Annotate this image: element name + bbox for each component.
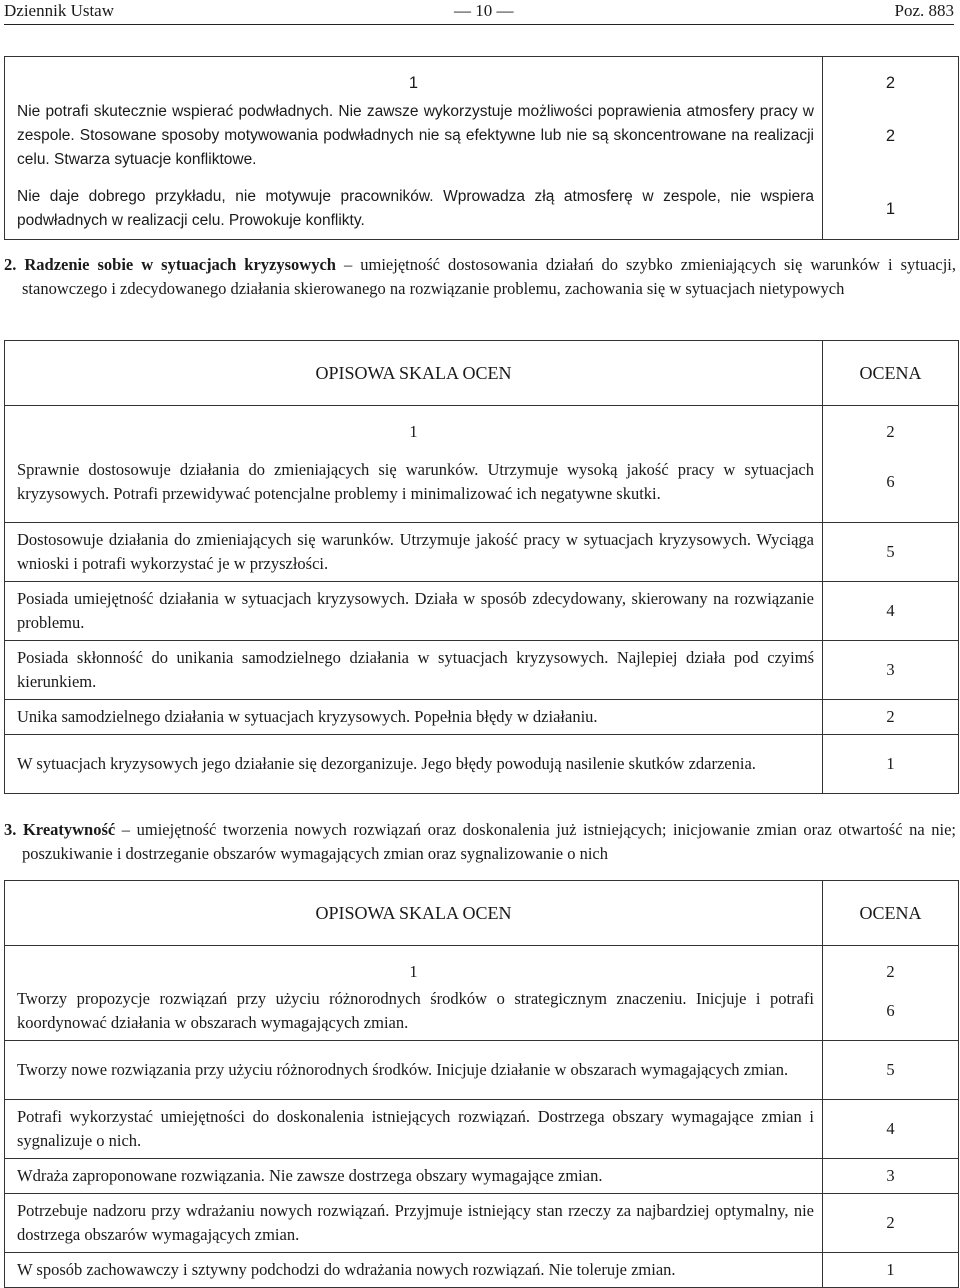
section-title: Radzenie sobie w sytuacjach kryzysowych — [24, 255, 336, 274]
journal-title: Dziennik Ustaw — [4, 1, 115, 20]
table-row — [5, 179, 959, 240]
scale-score: 4 — [823, 1100, 959, 1159]
scale-description: Posiada skłonność do unikania samodzielnego działania w sytuacjach kryzysowych. Najlepiej działa pod czyimś kierunkiem. — [5, 641, 823, 700]
section-number: 2. — [4, 255, 17, 274]
column-numbers-row — [5, 57, 959, 94]
header-rule — [4, 24, 954, 25]
scale-score: 1 — [823, 179, 959, 240]
column-number-2: 2 — [823, 406, 959, 443]
scale-score: 2 — [823, 1194, 959, 1253]
section-creativity — [4, 818, 956, 866]
column-numbers-row — [5, 946, 959, 983]
table-row — [5, 735, 959, 794]
scale-description: Dostosowuje działania do zmieniających się warunków. Utrzymuje jakość pracy w sytuacjach kryzysowych. Wyciąga wnioski i potrafi wykorzystać je w przyszłości. — [5, 523, 823, 582]
column-number-1: 1 — [5, 57, 823, 94]
table-row — [5, 982, 959, 1041]
column-number-1: 1 — [5, 406, 823, 443]
table-row — [5, 641, 959, 700]
column-number-2: 2 — [823, 946, 959, 983]
scale-score: 3 — [823, 1159, 959, 1194]
scale-description: Tworzy propozycje rozwiązań przy użyciu różnorodnych środków o strategicznym znaczeniu. Inicjuje i potrafi koordynować działania w obszarach wymagających zmian. — [5, 982, 823, 1041]
table-crisis-scale — [4, 340, 959, 794]
scale-score: 5 — [823, 1041, 959, 1100]
section-number: 3. — [4, 820, 17, 839]
section-title: Kreatywność — [22, 820, 116, 839]
table-row — [5, 523, 959, 582]
table-row — [5, 1253, 959, 1288]
scale-description: Nie daje dobrego przykładu, nie motywuje pracowników. Wprowadza złą atmosferę w zespole, nie wspiera podwładnych w realizacji celu. Prowokuje konflikty. — [5, 179, 823, 240]
table-row — [5, 1159, 959, 1194]
section-crisis-management — [4, 253, 956, 301]
scale-score: 2 — [823, 93, 959, 179]
scale-description: Posiada umiejętność działania w sytuacjach kryzysowych. Działa w sposób zdecydowany, skierowany na rozwiązanie problemu. — [5, 582, 823, 641]
table-leadership-scale — [4, 56, 959, 240]
column-numbers-row — [5, 406, 959, 443]
scale-description: Nie potrafi skutecznie wspierać podwładnych. Nie zawsze wykorzystuje możliwości poprawienia atmosfery pracy w zespole. Stosowane sposoby motywowania podwładnych nie są efektywne lub nie są skoncentrowane na realizacji celu. Stwarza sytuacje konfliktowe. — [5, 93, 823, 179]
header-descriptive-scale: OPISOWA SKALA OCEN — [5, 341, 823, 406]
column-number-2: 2 — [823, 57, 959, 94]
column-number-1: 1 — [5, 946, 823, 983]
header-score: OCENA — [823, 881, 959, 946]
table-row — [5, 1194, 959, 1253]
scale-score: 6 — [823, 982, 959, 1041]
table-row — [5, 1041, 959, 1100]
table-creativity-scale — [4, 880, 959, 1288]
table-row — [5, 1100, 959, 1159]
scale-score: 2 — [823, 700, 959, 735]
scale-score: 1 — [823, 735, 959, 794]
section-description: – umiejętność tworzenia nowych rozwiązań oraz doskonalenia już istniejących; inicjowanie zmian oraz otwartość na nie; poszukiwanie i dostrzeganie obszarów wymagających zmian oraz sygnalizowanie o nich — [22, 820, 957, 863]
table-row — [5, 700, 959, 735]
table-header — [5, 341, 959, 406]
scale-description: Potrzebuje nadzoru przy wdrażaniu nowych rozwiązań. Przyjmuje istniejący stan rzeczy za najbardziej optymalny, nie dostrzega obszarów wymagających zmian. — [5, 1194, 823, 1253]
scale-score: 4 — [823, 582, 959, 641]
scale-description: Sprawnie dostosowuje działania do zmieniających się warunków. Utrzymuje wysoką jakość pracy w sytuacjach kryzysowych. Potrafi przewidywać potencjalne problemy i minimalizować ich negatywne skutki. — [5, 442, 823, 523]
scale-score: 1 — [823, 1253, 959, 1288]
scale-description: Tworzy nowe rozwiązania przy użyciu różnorodnych środków. Inicjuje działanie w obszarach wymagających zmian. — [5, 1041, 823, 1100]
table-header — [5, 881, 959, 946]
table-row — [5, 442, 959, 523]
page-header — [4, 0, 954, 24]
scale-description: Potrafi wykorzystać umiejętności do doskonalenia istniejących rozwiązań. Dostrzega obszary wymagające zmian i sygnalizuje o nich. — [5, 1100, 823, 1159]
header-descriptive-scale: OPISOWA SKALA OCEN — [5, 881, 823, 946]
scale-score: 5 — [823, 523, 959, 582]
scale-description: W sytuacjach kryzysowych jego działanie się dezorganizuje. Jego błędy powodują nasilenie skutków zdarzenia. — [5, 735, 823, 794]
page-number: — 10 — — [454, 1, 514, 20]
table-row — [5, 582, 959, 641]
section-description: – umiejętność dostosowania działań do szybko zmieniających się warunków i sytuacji, stanowczego i zdecydowanego działania skierowanego na rozwiązanie problemu, zachowania się w sytuacjach nietypowych — [22, 255, 957, 298]
position-number: Poz. 883 — [894, 1, 954, 20]
scale-score: 6 — [823, 442, 959, 523]
table-row — [5, 93, 959, 179]
scale-description: Unika samodzielnego działania w sytuacjach kryzysowych. Popełnia błędy w działaniu. — [5, 700, 823, 735]
scale-description: W sposób zachowawczy i sztywny podchodzi do wdrażania nowych rozwiązań. Nie toleruje zmian. — [5, 1253, 823, 1288]
header-score: OCENA — [823, 341, 959, 406]
scale-description: Wdraża zaproponowane rozwiązania. Nie zawsze dostrzega obszary wymagające zmian. — [5, 1159, 823, 1194]
scale-score: 3 — [823, 641, 959, 700]
